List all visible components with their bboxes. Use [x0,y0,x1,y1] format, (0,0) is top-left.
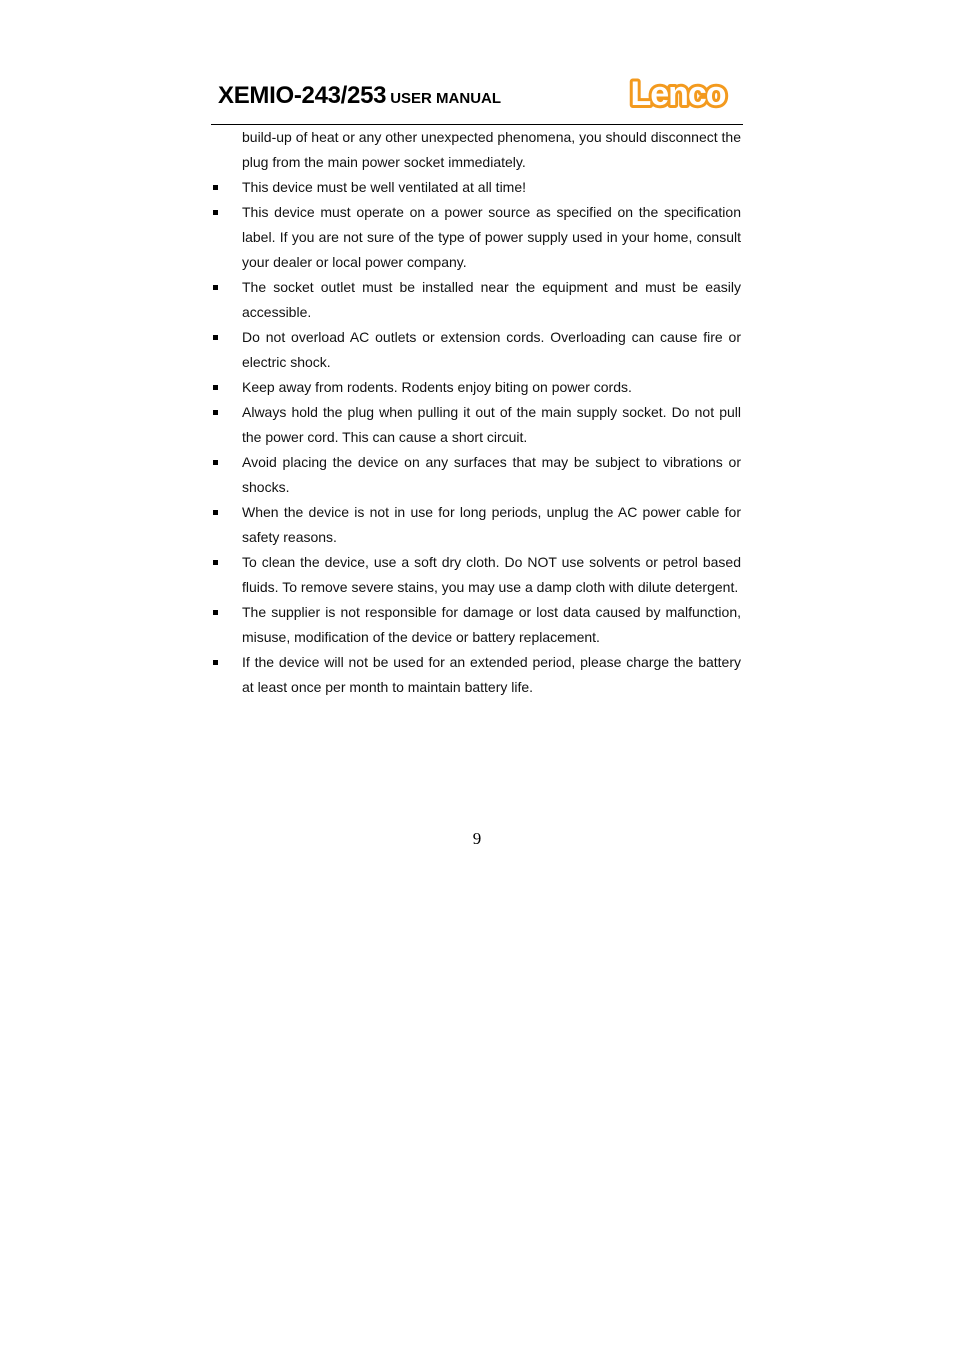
model-name: XEMIO-243/253 [218,82,387,109]
list-item [212,325,741,375]
list-item-text: The supplier is not responsible for damage or lost data caused by malfunction, misuse, modification of the device or battery replacement. [242,604,741,645]
list-item [212,400,741,450]
list-item-text: Always hold the plug when pulling it out of the main supply socket. Do not pull the power cord. This can cause a short circuit. [242,404,741,445]
list-item [212,550,741,600]
safety-list [212,175,741,700]
continued-paragraph: build-up of heat or any other unexpected phenomena, you should disconnect the plug from the main power socket immediately. [242,129,741,170]
bullet-icon [213,660,218,665]
bullet-icon [213,185,218,190]
list-item-text: This device must be well ventilated at all time! [242,179,527,195]
list-item-text: Do not overload AC outlets or extension cords. Overloading can cause fire or electric shock. [242,329,741,370]
list-item-text: The socket outlet must be installed near the equipment and must be easily accessible. [242,279,741,320]
list-item-text: If the device will not be used for an extended period, please charge the battery at least once per month to maintain battery life. [242,654,741,695]
document-body [212,125,741,700]
list-item-text: To clean the device, use a soft dry cloth. Do NOT use solvents or petrol based fluids. To remove severe stains, you may use a damp cloth with dilute detergent. [242,554,741,595]
bullet-icon [213,410,218,415]
list-item-text: When the device is not in use for long periods, unplug the AC power cable for safety reasons. [242,504,741,545]
list-item [212,500,741,550]
list-item [212,175,741,200]
list-item [212,375,741,400]
list-item [212,650,741,700]
bullet-icon [213,285,218,290]
lenco-logo [616,74,740,114]
list-item [212,600,741,650]
bullet-icon [213,210,218,215]
list-item [212,275,741,325]
document-title [218,82,501,110]
page-header [218,75,740,116]
list-item-text: This device must operate on a power source as specified on the specification label. If you are not sure of the type of power supply used in your home, consult your dealer or local power company. [242,204,741,270]
list-item-text: Avoid placing the device on any surfaces that may be subject to vibrations or shocks. [242,454,741,495]
list-item [212,450,741,500]
manual-label: USER MANUAL [390,90,502,107]
bullet-icon [213,510,218,515]
bullet-icon [213,385,218,390]
lenco-logo-text: Lenco [630,75,726,113]
bullet-icon [213,460,218,465]
list-item [212,200,741,275]
list-item-text: Keep away from rodents. Rodents enjoy biting on power cords. [242,379,632,395]
bullet-icon [213,335,218,340]
bullet-icon [213,560,218,565]
bullet-icon [213,610,218,615]
page-number: 9 [472,829,482,848]
